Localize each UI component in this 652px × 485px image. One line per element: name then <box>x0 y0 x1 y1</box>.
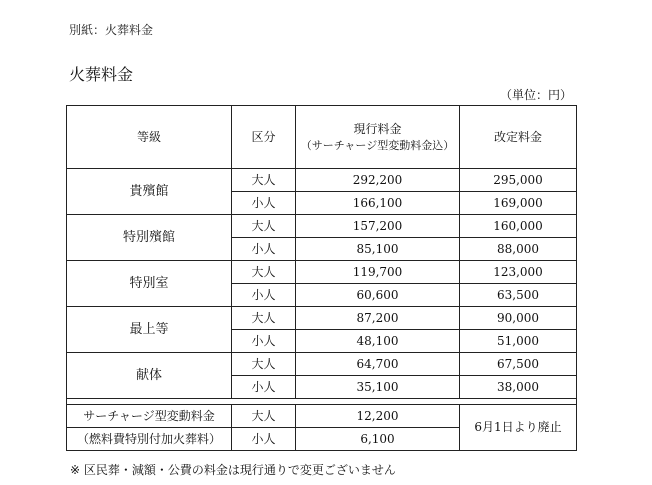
current-fee-cell: 12,200 <box>296 405 460 428</box>
current-fee-cell: 60,600 <box>296 284 460 307</box>
current-fee-cell: 166,100 <box>296 192 460 215</box>
revised-fee-cell: 123,000 <box>460 261 577 284</box>
table-row <box>67 169 577 192</box>
unit-label: （単位：円） <box>499 88 572 102</box>
revised-fee-cell: 160,000 <box>460 215 577 238</box>
category-cell: 大人 <box>232 405 296 428</box>
grade-cell: 特別室 <box>67 261 232 307</box>
surcharge-name-line2: （燃料費特別付加火葬料） <box>67 428 232 451</box>
current-fee-cell: 48,100 <box>296 330 460 353</box>
revised-fee-cell: 169,000 <box>460 192 577 215</box>
header-grade: 等級 <box>67 106 232 169</box>
current-fee-cell: 87,200 <box>296 307 460 330</box>
category-cell: 小人 <box>232 376 296 399</box>
surcharge-name-line1: サーチャージ型変動料金 <box>67 405 232 428</box>
footnote: ※ 区民葬・減額・公費の料金は現行通りで変更ございません <box>70 463 396 477</box>
annex-label: 別紙：火葬料金 <box>69 23 154 37</box>
header-category: 区分 <box>232 106 296 169</box>
table-header-row <box>67 106 577 169</box>
grade-cell: 貴殯館 <box>67 169 232 215</box>
revised-fee-cell: 63,500 <box>460 284 577 307</box>
category-cell: 小人 <box>232 238 296 261</box>
current-fee-cell: 6,100 <box>296 428 460 451</box>
current-fee-cell: 64,700 <box>296 353 460 376</box>
grade-cell: 献体 <box>67 353 232 399</box>
cremation-fee-table <box>66 105 577 451</box>
revised-fee-cell: 295,000 <box>460 169 577 192</box>
current-fee-cell: 119,700 <box>296 261 460 284</box>
category-cell: 大人 <box>232 353 296 376</box>
surcharge-row <box>67 405 577 428</box>
revised-fee-cell: 67,500 <box>460 353 577 376</box>
category-cell: 大人 <box>232 215 296 238</box>
current-fee-cell: 35,100 <box>296 376 460 399</box>
header-revised: 改定料金 <box>460 106 577 169</box>
current-fee-cell: 85,100 <box>296 238 460 261</box>
header-current-sub: （サーチャージ型変動料金込） <box>300 139 455 153</box>
surcharge-revised-cell: 6月1日より廃止 <box>460 405 577 451</box>
table-row <box>67 215 577 238</box>
grade-cell: 特別殯館 <box>67 215 232 261</box>
category-cell: 大人 <box>232 307 296 330</box>
page-title: 火葬料金 <box>69 65 134 84</box>
header-current <box>296 106 460 169</box>
table-row <box>67 261 577 284</box>
revised-fee-cell: 90,000 <box>460 307 577 330</box>
revised-fee-cell: 38,000 <box>460 376 577 399</box>
category-cell: 小人 <box>232 192 296 215</box>
table-row <box>67 353 577 376</box>
grade-cell: 最上等 <box>67 307 232 353</box>
category-cell: 大人 <box>232 169 296 192</box>
table-row <box>67 307 577 330</box>
current-fee-cell: 157,200 <box>296 215 460 238</box>
category-cell: 小人 <box>232 330 296 353</box>
category-cell: 小人 <box>232 284 296 307</box>
revised-fee-cell: 51,000 <box>460 330 577 353</box>
current-fee-cell: 292,200 <box>296 169 460 192</box>
category-cell: 大人 <box>232 261 296 284</box>
revised-fee-cell: 88,000 <box>460 238 577 261</box>
header-current-label: 現行料金 <box>353 121 402 136</box>
category-cell: 小人 <box>232 428 296 451</box>
